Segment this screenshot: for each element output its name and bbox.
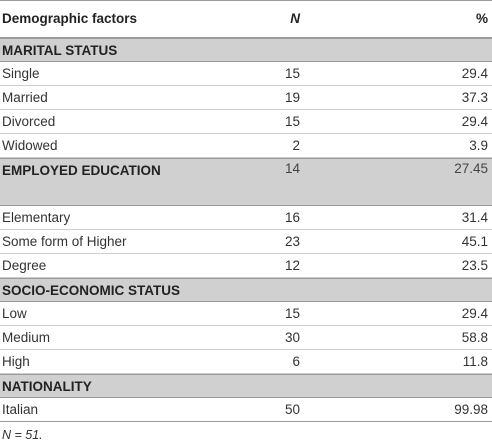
row-label: Medium	[2, 330, 51, 345]
row-label: Some form of Higher	[2, 234, 127, 249]
section-title: SOCIO-ECONOMIC STATUS	[2, 283, 180, 298]
table-row	[0, 398, 492, 422]
row-percent: 11.8	[462, 354, 488, 369]
row-percent: 37.3	[461, 90, 488, 105]
table-row	[0, 230, 492, 254]
row-n: 50	[284, 402, 300, 417]
row-n: 6	[292, 354, 300, 369]
row-n: 15	[284, 114, 300, 129]
table-row	[0, 206, 492, 230]
row-n: 16	[284, 210, 300, 225]
row-label: Degree	[2, 258, 47, 273]
section-title: NATIONALITY	[2, 379, 92, 394]
table-row	[0, 326, 492, 350]
row-percent: 29.4	[461, 306, 488, 321]
section-percent: 27.45	[454, 161, 488, 176]
row-label: Single	[2, 66, 40, 81]
row-n: 15	[284, 66, 300, 81]
row-n: 12	[284, 258, 300, 273]
row-percent: 58.8	[461, 330, 488, 345]
row-n: 2	[292, 138, 300, 153]
section-n: 14	[284, 161, 300, 176]
row-label: Divorced	[2, 114, 56, 129]
row-percent: 29.4	[461, 66, 488, 81]
row-n: 30	[284, 330, 300, 345]
row-label: Low	[2, 306, 27, 321]
row-percent: 3.9	[469, 138, 488, 153]
table-row	[0, 86, 492, 110]
row-n: 23	[284, 234, 300, 249]
row-percent: 99.98	[454, 402, 488, 417]
header-percent: %	[475, 11, 488, 26]
header-n: N	[290, 11, 300, 26]
table-row	[0, 254, 492, 278]
row-label: High	[2, 354, 30, 369]
section-title: MARITAL STATUS	[2, 43, 118, 58]
header-demographic-factors: Demographic factors	[2, 11, 138, 26]
row-label: Elementary	[2, 210, 71, 225]
table-row	[0, 350, 492, 374]
row-label: Widowed	[2, 138, 58, 153]
section-title: EMPLOYED EDUCATION	[2, 163, 161, 178]
section-row	[0, 38, 492, 62]
section-row	[0, 278, 492, 302]
row-label: Italian	[2, 402, 39, 417]
row-percent: 23.5	[461, 258, 488, 273]
section-row	[0, 158, 492, 206]
row-n: 19	[284, 90, 300, 105]
table-header	[0, 0, 492, 38]
table-row	[0, 134, 492, 158]
table-row	[0, 110, 492, 134]
table-row	[0, 302, 492, 326]
section-row	[0, 374, 492, 398]
table-footnote: N = 51.	[2, 428, 43, 442]
row-percent: 45.1	[461, 234, 488, 249]
table-row	[0, 62, 492, 86]
row-label: Married	[2, 90, 48, 105]
row-n: 15	[284, 306, 300, 321]
row-percent: 29.4	[461, 114, 488, 129]
row-percent: 31.4	[461, 210, 488, 225]
